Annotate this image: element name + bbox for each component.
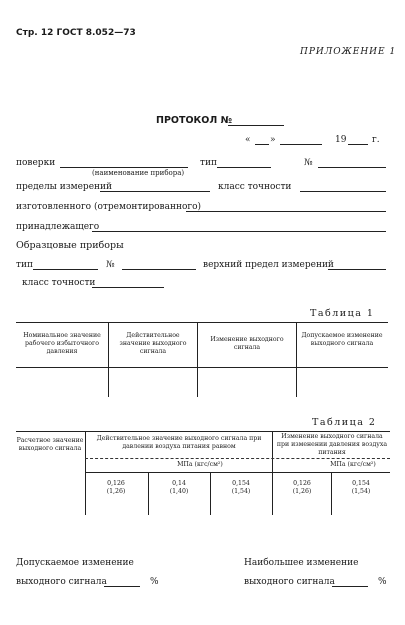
upper-limit-line <box>328 269 386 270</box>
measurement-limits-line <box>100 191 210 192</box>
max-percent: % <box>378 577 387 587</box>
table2-unit-rule <box>85 472 390 473</box>
appendix-label: ПРИЛОЖЕНИЕ 1 <box>300 47 397 57</box>
protocol-title: ПРОТОКОЛ № <box>156 115 233 126</box>
number2-label: № <box>106 260 115 270</box>
table1-header-border <box>16 367 388 368</box>
year-suffix: г. <box>372 135 380 145</box>
owner-label: принадлежащего <box>16 222 100 232</box>
allowed-value-line <box>104 586 140 587</box>
table1-top-border <box>16 322 388 323</box>
allowed-change-label: Допускаемое изменение <box>16 558 134 568</box>
date-day-line <box>255 144 269 145</box>
max-change-label: Наибольшее изменение <box>244 558 359 568</box>
verification-label: поверки <box>16 158 56 168</box>
table2-divider <box>210 472 211 515</box>
device-name-note: (наименование прибора) <box>92 169 185 177</box>
year-line <box>348 144 368 145</box>
table2-top-border <box>16 431 390 432</box>
table2-header-change-group: Изменение выходного сигнала при изменении давления воздуха питания <box>276 433 388 456</box>
type-label: тип <box>200 158 217 168</box>
number-label: № <box>304 158 313 168</box>
type2-line <box>33 269 98 270</box>
allowed-signal-label: выходного сигнала <box>16 577 107 587</box>
type-line <box>217 167 271 168</box>
table1-header-allowed: Допускаемое изменение выходного сигнала <box>301 332 383 347</box>
owner-line <box>92 231 386 232</box>
accuracy-class2-label: класс точности <box>22 278 96 288</box>
protocol-number-line <box>228 125 284 126</box>
table1-divider <box>197 322 198 397</box>
table2-group-rule <box>85 458 390 459</box>
accuracy-class-line <box>300 191 386 192</box>
table2-header-calculated: Расчетное значение выходного сигнала <box>16 437 84 452</box>
table2-unit2: МПа (кгс/см²) <box>330 461 376 468</box>
table2-divider <box>331 472 332 515</box>
table1-caption: Таблица 1 <box>310 308 375 319</box>
table1-divider <box>296 322 297 397</box>
table1-divider <box>108 322 109 397</box>
accuracy-class2-line <box>92 287 164 288</box>
table2-divider <box>148 472 149 515</box>
table2-divider <box>272 431 273 515</box>
table2-cell: 0,154 (1,54) <box>231 480 251 495</box>
number2-line <box>122 269 196 270</box>
measurement-limits-label: пределы измерений <box>16 182 113 192</box>
type2-label: тип <box>16 260 33 270</box>
table2-caption: Таблица 2 <box>312 417 377 428</box>
table2-divider <box>85 431 86 515</box>
manufactured-line <box>186 211 386 212</box>
date-quote-open: « <box>245 135 251 145</box>
table1-header-nominal: Номинальное значение рабочего избыточного давления <box>23 332 101 355</box>
table2-cell: 0,154 (1,54) <box>351 480 371 495</box>
date-month-line <box>280 144 322 145</box>
allowed-percent: % <box>150 577 159 587</box>
page-reference: Стр. 12 ГОСТ 8.052—73 <box>16 28 136 38</box>
table2-unit1: МПа (кгс/см²) <box>177 461 223 468</box>
manufactured-label: изготовленного (отремонтированного) <box>16 202 202 212</box>
table2-cell: 0,126 (1,26) <box>106 480 126 495</box>
max-signal-label: выходного сигнала <box>244 577 335 587</box>
table2-cell: 0,14 (1,40) <box>169 480 189 495</box>
table1-header-change: Изменение выходного сигнала <box>210 336 284 351</box>
max-value-line <box>332 586 368 587</box>
year-prefix: 19 <box>335 135 347 145</box>
table1-header-actual: Действительное значение выходного сигнала <box>119 332 187 355</box>
table2-header-actual-group: Действительное значение выходного сигнала при давлении воздуха питания равном <box>96 435 262 450</box>
table2-cell: 0,126 (1,26) <box>292 480 312 495</box>
upper-limit-label: верхний предел измерений <box>203 260 334 270</box>
device-name-line <box>60 167 188 168</box>
date-quote-close: » <box>270 135 276 145</box>
number-line <box>318 167 386 168</box>
reference-devices-label: Образцовые приборы <box>16 240 124 251</box>
accuracy-class-label: класс точности <box>218 182 292 192</box>
